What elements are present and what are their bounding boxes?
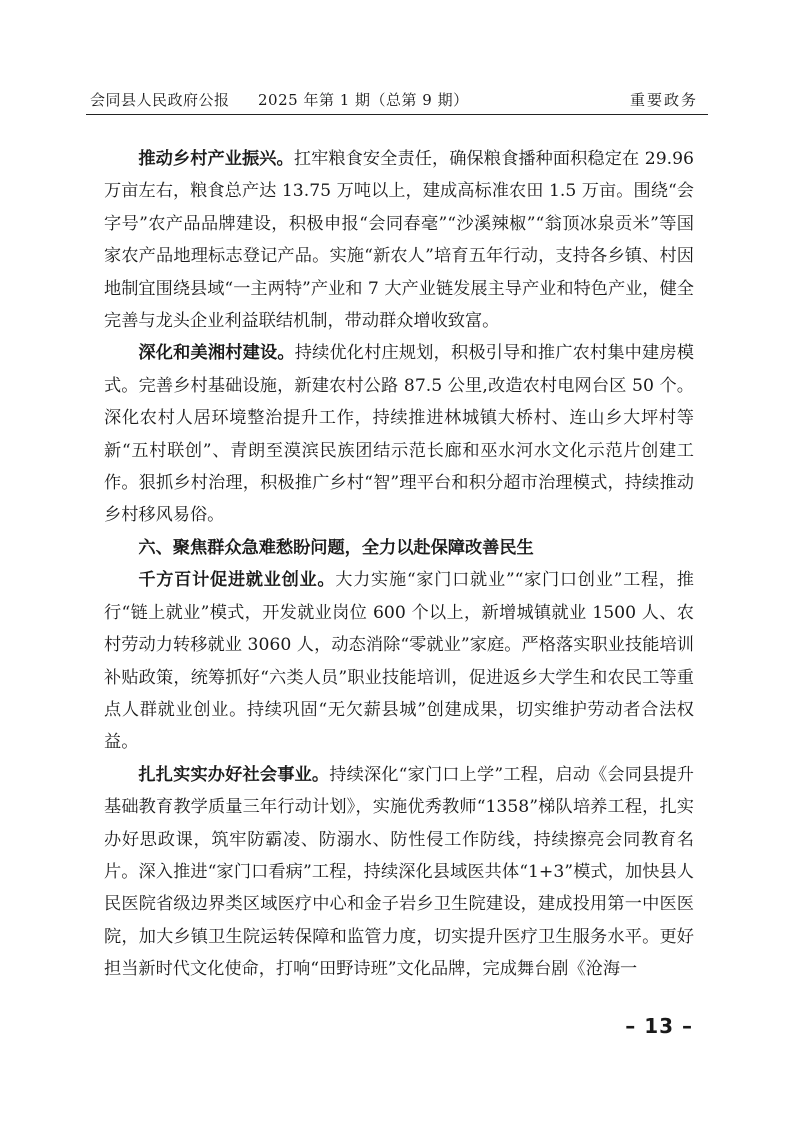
paragraph-employment	[104, 564, 694, 758]
paragraph-lead: 推动乡村产业振兴。	[138, 149, 294, 169]
page-header	[86, 86, 708, 115]
paragraph-lead: 千方百计促进就业创业。	[138, 570, 336, 591]
paragraph-text: 大力实施“家门口就业”“家门口创业”工程，推行“链上就业”模式，开发就业岗位 600 个以上，新增城镇就业 1500 人、农村劳动力转移就业 3060 人，动态消除“零就业”家庭。严格落实职业技能培训补贴政策，统筹抓好“六类人员”职业技能培训，促进返乡大学生和农民工等重点人群就业创业。持续巩固“无欠薪县城”创建成果，切实维护劳动者合法权益。	[104, 570, 694, 753]
document-body	[104, 143, 694, 986]
paragraph-lead: 扎扎实实办好社会事业。	[138, 764, 330, 785]
paragraph-social-affairs	[104, 759, 694, 986]
paragraph-text: 持续优化村庄规划，积极引导和推广农村集中建房模式。完善乡村基础设施，新建农村公路 87.5 公里,改造农村电网台区 50 个。深化农村人居环境整治提升工作，持续推进林城镇大桥村、连山乡大坪村等新“五村联创”、青朗至漠滨民族团结示范长廊和巫水河水文化示范片创建工作。狠抓乡村治理，积极推广乡村“智”理平台和积分超市治理模式，持续推动乡村移风易俗。	[104, 343, 694, 526]
paragraph-village-construction	[104, 337, 694, 531]
section-name: 重要政务	[629, 91, 698, 109]
paragraph-text: 扛牢粮食安全责任，确保粮食播种面积稳定在 29.96 万亩左右，粮食总产达 13.75 万吨以上，建成高标准农田 1.5 万亩。围绕“会字号”农产品品牌建设，积极申报“会同春毫”“沙溪辣椒”“翁顶冰泉贡米”等国家农产品地理标志登记产品。实施“新农人”培育五年行动，支持各乡镇、村因地制宜围绕县域“一主两特”产业和 7 大产业链发展主导产业和特色产业，健全完善与龙头企业利益联结机制，带动群众增收致富。	[104, 149, 694, 332]
issue-info: 2025 年第 1 期（总第 9 期）	[258, 91, 469, 109]
section-heading: 六、聚焦群众急难愁盼问题，全力以赴保障改善民生	[138, 537, 534, 558]
publication-title: 会同县人民政府公报	[90, 91, 230, 109]
paragraph-rural-industry	[104, 143, 694, 337]
paragraph-text: 持续深化“家门口上学”工程，启动《会同县提升基础教育教学质量三年行动计划》，实施优秀教师“1358”梯队培养工程，扎实办好思政课，筑牢防霸凌、防溺水、防性侵工作防线，持续擦亮会同教育名片。深入推进“家门口看病”工程，持续深化县域医共体“1+3”模式，加快县人民医院省级边界类区域医疗中心和金子岩乡卫生院建设，建成投用第一中医医院，加大乡镇卫生院运转保障和监管力度，切实提升医疗卫生服务水平。更好担当新时代文化使命，打响“田野诗班”文化品牌，完成舞台剧《沧海一	[104, 764, 694, 980]
paragraph-lead: 深化和美湘村建设。	[138, 343, 295, 364]
page-number: – 13 –	[625, 1014, 693, 1038]
